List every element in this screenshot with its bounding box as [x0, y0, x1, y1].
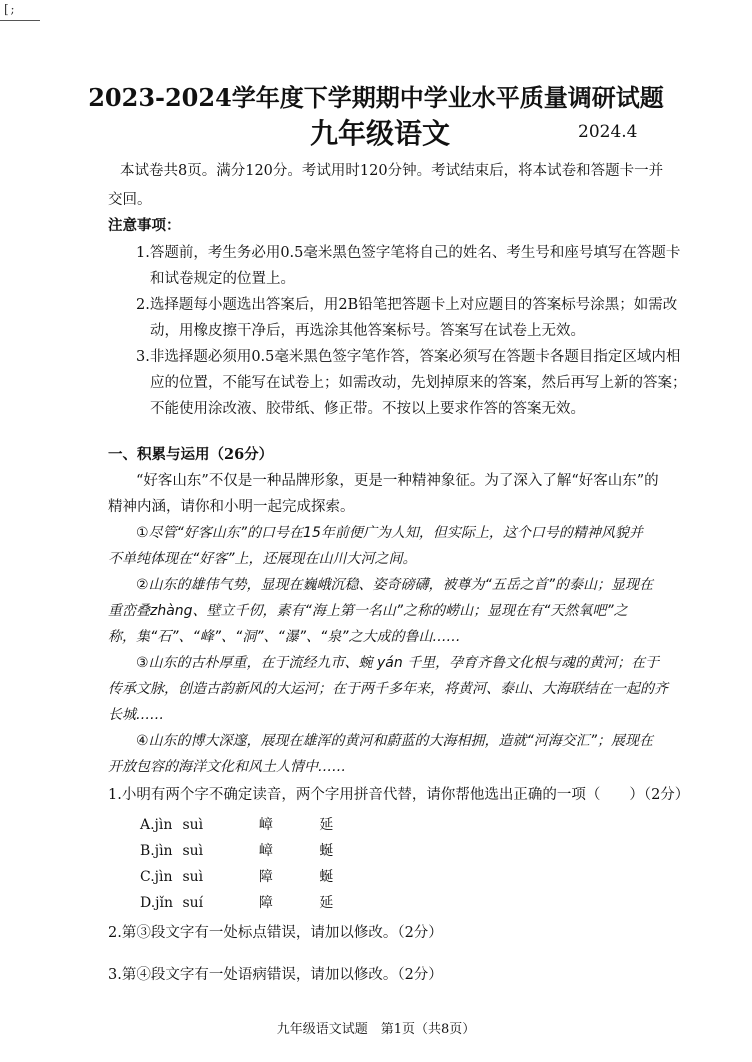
para-3-line-1: ③山东的古朴厚重，在于流经九市、蜿 yán 千里，孕育齐鲁文化根与魂的黄河；在于 [136, 655, 660, 671]
option-c [140, 866, 333, 886]
option-b-pinyin: suì [182, 843, 204, 859]
page-footer: 九年级语文试题 第1页（共8页） [276, 1022, 476, 1037]
section-1-heading: 一、积累与运用（26分） [108, 446, 274, 463]
intro-line-1: 本试卷共8页。满分120分。考试用时120分钟。考试结束后，将本试卷和答题卡一并 [120, 163, 664, 179]
para-2-line-2: 重峦叠zhàng、壁立千仞，素有“海上第一名山”之称的崂山；显现在有“天然氧吧”之 [108, 603, 628, 619]
para-2-line-1: ②山东的雄伟气势，显现在巍峨沉稳、姿奇磅礴，被尊为“五岳之首”的泰山；显现在 [136, 577, 654, 593]
notice-item-3-line-2: 应的位置，不能写在试卷上；如需改动，先划掉原来的答案，然后再写上新的答案； [150, 375, 687, 391]
exam-title: 2023-2024学年度下学期期中学业水平质量调研试题 [88, 83, 664, 112]
notice-item-1-line-2: 和试卷规定的位置上。 [150, 271, 295, 287]
para-1-line-1: ①尽管“好客山东”的口号在15年前便广为人知，但实际上，这个口号的精神风貌并 [136, 525, 643, 541]
question-2: 2.第③段文字有一处标点错误，请加以修改。（2分） [108, 925, 443, 941]
notice-heading: 注意事项： [108, 217, 181, 234]
option-c-pinyin: suì [182, 869, 204, 885]
para-3-line-2: 传承文脉，创造古韵新风的大运河；在于两千多年来，将黄河、泰山、大海联结在一起的齐 [108, 681, 668, 697]
para-4-line-2: 开放包容的海洋文化和风土人情中…… [108, 759, 346, 775]
section-1-lead-line-2: 精神内涵，请你和小明一起完成探索。 [108, 499, 355, 515]
corner-mark: [ ; [4, 2, 14, 16]
option-d [140, 892, 333, 912]
notice-item-2-line-1: 2.选择题每小题选出答案后，用2B铅笔把答题卡上对应题目的答案标号涂黑；如需改 [136, 297, 678, 313]
para-1-line-2: 不单纯体现在“好客”上，还展现在山川大河之间。 [108, 551, 417, 567]
option-a-label: A.jìn [140, 817, 173, 833]
para-4-line-1: ④山东的博大深邃，展现在雄浑的黄河和蔚蓝的大海相拥，造就“河海交汇”；展现在 [136, 733, 654, 749]
option-d-label: D.jǐn [140, 895, 174, 911]
para-3-line-3: 长城…… [108, 707, 164, 723]
question-3: 3.第④段文字有一处语病错误，请加以修改。（2分） [108, 967, 443, 983]
option-b [140, 840, 333, 860]
question-1: 1.小明有两个字不确定读音，两个字用拼音代替，请你帮他选出正确的一项（ ）（2分） [108, 787, 690, 803]
option-c-char-2: 蜒 [319, 869, 334, 885]
para-2-line-3: 称，集“石”、“峰”、“洞”、“瀑”、“泉”之大成的鲁山…… [108, 629, 461, 645]
intro-line-2: 交回。 [108, 192, 152, 208]
notice-item-3-line-1: 3.非选择题必须用0.5毫米黑色签字笔作答，答案必须写在答题卡各题目指定区域内相 [136, 349, 681, 365]
section-1-lead-line-1: “好客山东”不仅是一种品牌形象，更是一种精神象征。为了深入了解“好客山东”的 [136, 473, 659, 489]
option-a-pinyin: suì [182, 817, 204, 833]
option-d-pinyin: suí [182, 895, 204, 911]
option-b-label: B.jìn [140, 843, 173, 859]
option-a-char-1: 嶂 [258, 817, 273, 833]
notice-item-1-line-1: 1.答题前，考生务必用0.5毫米黑色签字笔将自己的姓名、考生号和座号填写在答题卡 [136, 245, 681, 261]
corner-line [0, 20, 40, 21]
subject-title: 九年级语文 [310, 117, 451, 150]
option-a [140, 814, 333, 834]
exam-date: 2024.4 [578, 122, 638, 142]
option-c-char-1: 障 [258, 869, 273, 885]
notice-item-2-line-2: 动，用橡皮擦干净后，再选涂其他答案标号。答案写在试卷上无效。 [150, 323, 585, 339]
option-d-char-2: 延 [319, 895, 334, 911]
option-c-label: C.jìn [140, 869, 173, 885]
option-d-char-1: 障 [258, 895, 273, 911]
option-b-char-1: 嶂 [258, 843, 273, 859]
notice-item-3-line-3: 不能使用涂改液、胶带纸、修正带。不按以上要求作答的答案无效。 [150, 401, 585, 417]
option-a-char-2: 延 [319, 817, 334, 833]
option-b-char-2: 蜒 [319, 843, 334, 859]
